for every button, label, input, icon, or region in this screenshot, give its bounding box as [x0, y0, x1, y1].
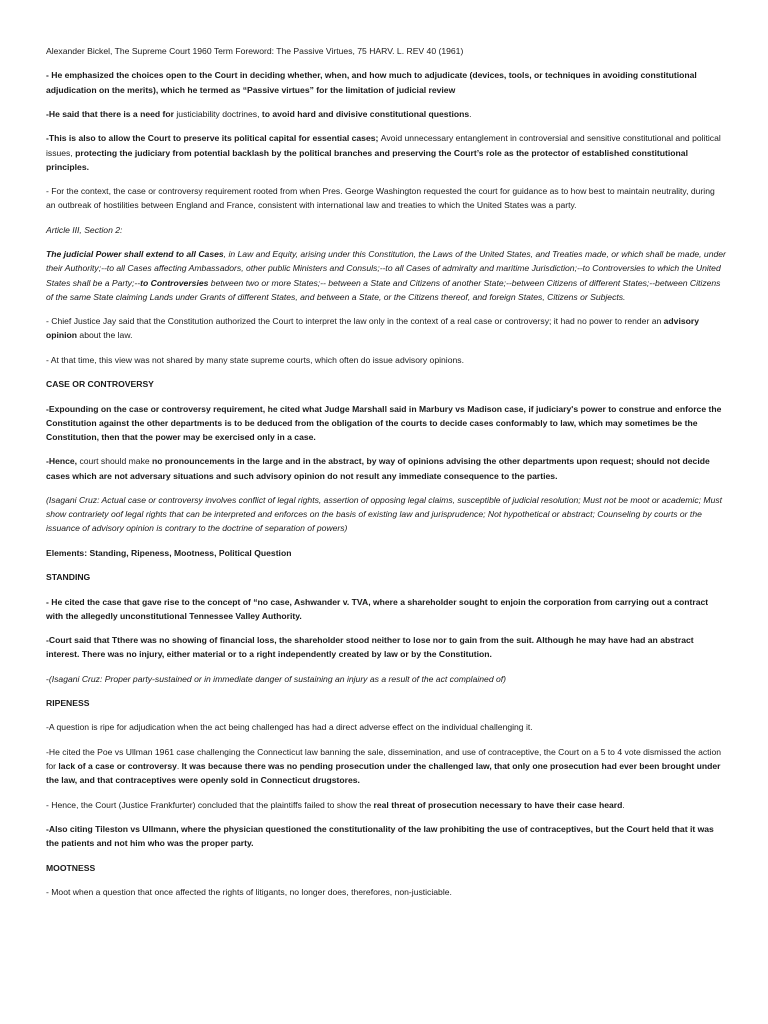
text-run: -Court said that Tthere was no showing of financial loss, the shareholder stood neither to lose nor to gain from the suit. Although he may have had an abstract interest. There was no injury, either material or to a right independently created by law or by the Constitution.	[46, 635, 694, 660]
paragraph-19	[46, 696, 726, 710]
text-run: -	[46, 673, 49, 684]
paragraph-4	[46, 131, 726, 174]
paragraph-8	[46, 314, 726, 342]
text-run: justiciability doctrines,	[176, 108, 262, 119]
text-run: MOOTNESS	[46, 862, 96, 873]
text-run: CASE OR CONTROVERSY	[46, 379, 154, 390]
paragraph-2	[46, 68, 726, 96]
paragraph-10	[46, 377, 726, 391]
text-run: no pronouncements in the large and in the abstract, by way of opinions advising the other departments upon request; should not decide cases which are not adversary situations and such advisory opinion do not result any immediate consequence to the parties.	[46, 456, 710, 481]
text-run: real threat of prosecution necessary to have their case heard	[373, 799, 623, 810]
paragraph-7	[46, 247, 726, 304]
paragraph-14	[46, 546, 726, 560]
text-run: The judicial Power shall extend to all Cases	[46, 249, 224, 260]
text-run: Avoid unnecessary entanglement in controversial and sensitive constitutional and political issues,	[46, 133, 721, 158]
text-run: to Controversies	[140, 277, 209, 288]
text-run: STANDING	[46, 572, 91, 583]
text-run: RIPENESS	[46, 698, 90, 709]
paragraph-11	[46, 402, 726, 445]
text-run: - He cited the case that gave rise to the concept of “no case, Ashwander v. TVA, where a shareholder sought to enjoin the corporation from carrying out a contract with the allegedly unconstitutional Tennessee Valley Authority.	[46, 596, 709, 621]
text-run: -A question is ripe for adjudication when the act being challenged has had a direct adverse effect on the individual challenging it.	[46, 722, 533, 733]
text-run: -Expounding on the case or controversy requirement, he cited what Judge Marshall said in Marbury vs Madison case, if judiciary's power to construe and enforce the Constitution against the other departments is to be deduced from the obligation of the courts to decide cases conformably to law, which may sometimes be the Constitution, then that the power may be exercised only in a case.	[46, 403, 722, 442]
paragraph-1	[46, 44, 726, 58]
paragraph-20	[46, 720, 726, 734]
text-run: protecting the judiciary from potential backlash by the political branches and preserving the Court’s role as the protector of established constitutional principles.	[46, 147, 688, 172]
paragraph-5	[46, 184, 726, 212]
text-run: about the law.	[77, 330, 133, 341]
text-run: -He said that there is a need for	[46, 108, 177, 119]
text-run: .	[176, 761, 182, 772]
text-run: -He cited the Poe vs Ullman 1961 case challenging the Connecticut law banning the sale, dissemination, and use of contraceptive, the Court on a 5 to 4 vote dismissed the action for	[46, 746, 722, 772]
text-run: , in Law and Equity, arising under this Constitution, the Laws of the United States, and Treaties made, or which shall be made, under their Authority;--to all Cases affecting Ambassadors, other public Ministers and Consuls;--to all Cases of admiralty and maritime Jurisdiction;--to Controversies to which the United States shall be a Party;--	[46, 249, 726, 288]
text-run: (Isagani Cruz: Actual case or controversy involves conflict of legal rights, assertion of opposing legal claims, susceptible of judicial resolution; Must not be moot or academic; Must show contrariety oof legal rights that can be interpreted and enforces on the basis of existing law and jurisprudence; Not hypothetical or abstract; Counseling by courts or the issuance of advisory opinion is contrary to the doctrine of separation of powers)	[46, 494, 723, 534]
text-run: (Isagani Cruz: Proper party-sustained or in immediate danger of sustaining an injury as a result of the act complained of)	[48, 673, 507, 684]
text-run: advisory opinion	[46, 316, 700, 341]
text-run: - Chief Justice Jay said that the Constitution authorized the Court to interpret the law only in the context of a real case or controversy; it had no power to render an	[46, 316, 664, 327]
paragraph-21	[46, 745, 726, 788]
text-run: .	[622, 799, 625, 810]
text-run: - He emphasized the choices open to the Court in deciding whether, when, and how much to adjudicate (devices, tools, or techniques in avoiding constitutional adjudication on the merits), which he termed as “Passive virtues” for the limitation of judicial review	[46, 70, 697, 95]
paragraph-22	[46, 798, 726, 812]
paragraph-9	[46, 353, 726, 367]
text-run: lack of a case or controversy	[58, 761, 177, 772]
text-run: It was because there was no pending prosecution under the challenged law, that only one prosecution had ever been brought under the law, and that contraceptives were openly sold in Connecticut drugstores.	[46, 761, 721, 786]
text-run: - Moot when a question that once affected the rights of litigants, no longer does, therefores, non-justiciable.	[46, 887, 452, 898]
paragraph-12	[46, 454, 726, 482]
document-page	[46, 44, 726, 909]
text-run: - Hence, the Court (Justice Frankfurter) concluded that the plaintiffs failed to show the	[46, 799, 374, 810]
paragraph-18	[46, 672, 726, 686]
paragraph-23	[46, 822, 726, 850]
paragraph-3	[46, 107, 726, 121]
text-run: Elements: Standing, Ripeness, Mootness, Political Question	[46, 547, 292, 558]
text-run: -Also citing Tileston vs Ullmann, where the physician questioned the constitutionality of the law prohibiting the use of contraceptives, but the Court held that it was the patients and not him who was the proper party.	[46, 824, 714, 849]
paragraph-13	[46, 493, 726, 536]
paragraph-24	[46, 861, 726, 875]
text-run: Article III, Section 2:	[46, 224, 123, 235]
text-run: - For the context, the case or controversy requirement rooted from when Pres. George Washington requested the court for guidance as to how best to maintain neutrality, during an outbreak of hostilities between England and France, consistent with international law and treaties to which the United States was a party.	[46, 186, 715, 211]
text-run: - At that time, this view was not shared by many state supreme courts, which often do issue advisory opinions.	[46, 354, 464, 365]
paragraph-6	[46, 223, 726, 237]
text-run: .	[469, 108, 472, 119]
text-run: -Hence,	[46, 456, 80, 467]
paragraph-16	[46, 595, 726, 623]
paragraph-17	[46, 633, 726, 661]
text-run: court should make	[79, 456, 153, 467]
text-run: Alexander Bickel, The Supreme Court 1960 Term Foreword: The Passive Virtues, 75 HARV. L. REV 40 (1961)	[46, 46, 464, 56]
paragraph-15	[46, 570, 726, 584]
text-run: -This is also to allow the Court to preserve its political capital for essential cases;	[46, 133, 381, 144]
paragraph-25	[46, 885, 726, 899]
text-run: between two or more States;-- between a State and Citizens of another State;--between Citizens of different States;--between Citizens of the same State claiming Lands under Grants of different States, and between a State, or the Citizens thereof, and foreign States, Citizens or Subjects.	[46, 277, 721, 302]
text-run: to avoid hard and divisive constitutional questions	[261, 108, 470, 119]
